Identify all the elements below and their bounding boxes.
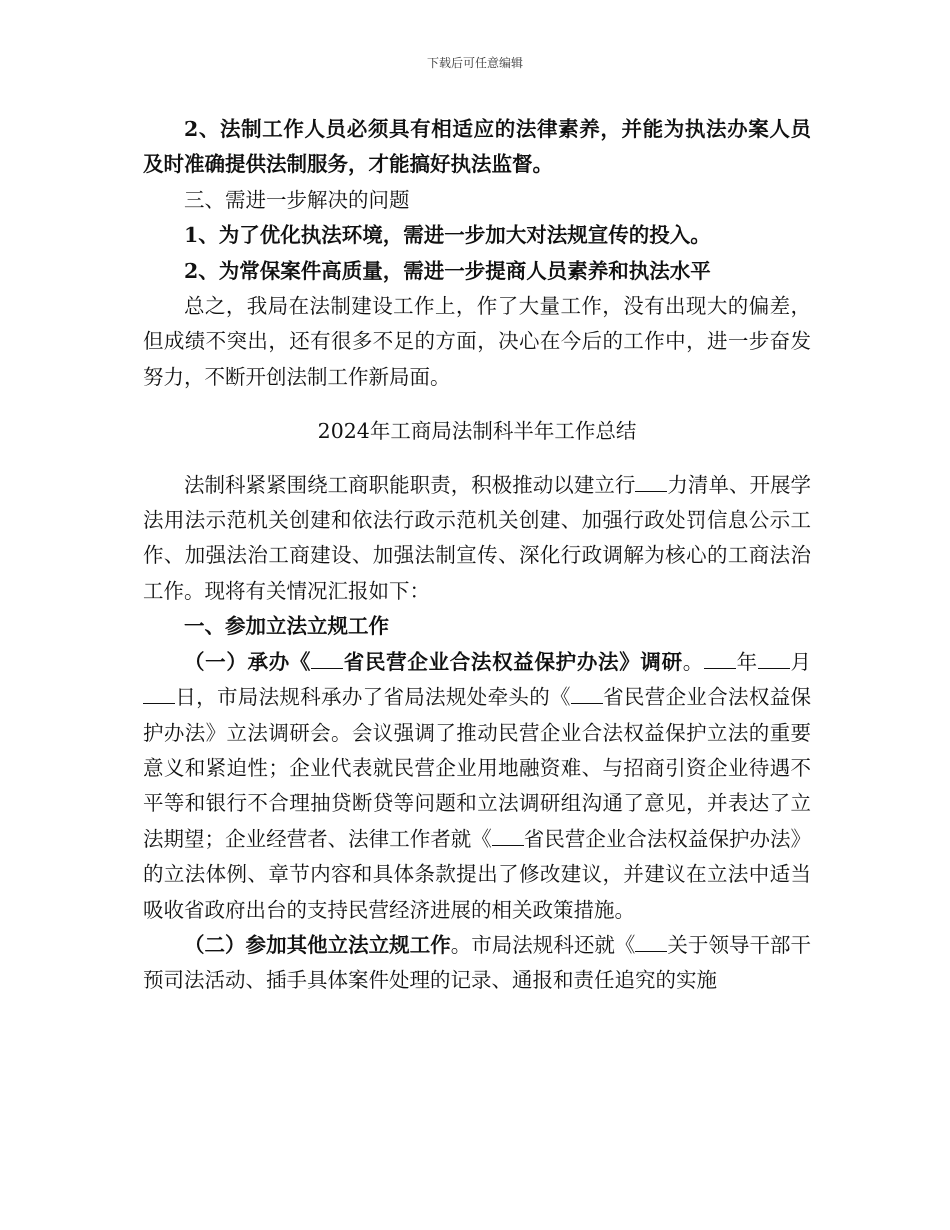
blank-field: [704, 650, 736, 669]
document-body: [143, 112, 811, 999]
blank-field: [492, 827, 524, 846]
section-heading-3: 三、需进一步解决的问题: [184, 187, 410, 212]
month-label: 月: [789, 649, 812, 674]
year-label: 年: [735, 649, 758, 674]
problem-1: 1、为了优化执法环境，需进一步加大对法规宣传的投入。: [184, 223, 711, 248]
intro-text-a: 法制科紧紧围绕工商职能职责，积极推动以建立行: [184, 472, 636, 497]
subsection-2-text-1: 。市局法规科还就《: [450, 932, 636, 957]
subsection-1-heading-b: 省民营企业合法权益保护办法》调研: [343, 649, 683, 674]
subsection-1-heading-a: （一）承办《: [184, 649, 312, 674]
subsection-1-text-3: 省民营企业合法权益保护办法》的立法体例、章节内容和具体条款提出了修改建议，并建议在立法中适当吸收省政府出台的支持民营经济进展的相关政策措施。: [143, 826, 812, 922]
summary-paragraph: 总之，我局在法制建设工作上，作了大量工作，没有出现大的偏差，但成绩不突出，还有很多不足的方面，决心在今后的工作中，进一步奋发努力，不断开创法制工作新局面。: [143, 294, 811, 389]
page-header: 下载后可任意编辑: [426, 56, 523, 70]
subsection-2-paragraph: [143, 928, 811, 999]
subsection-1-paragraph: [143, 645, 811, 928]
subsection-2-heading: （二）参加其他立法立规工作: [184, 932, 451, 957]
subsection-2-text-2: 关于领导干部干预司法活动、插手具体案件处理的记录、通报和责任追究的实施: [143, 932, 812, 993]
blank-field: [635, 933, 667, 952]
blank-field: [571, 685, 603, 704]
blank-field: [635, 473, 667, 492]
blank-field: [311, 650, 343, 669]
problem-2: 2、为常保案件高质量，需进一步提商人员素养和执法水平: [184, 258, 711, 283]
intro-text-b: 力清单、开展学法用法示范机关创建和依法行政示范机关创建、加强行政处罚信息公示工作、加强法治工商建设、加强法制宣传、深化行政调解为核心的工商法治工作。现将有关情况汇报如下：: [143, 472, 812, 603]
document-title: 2024年工商局法制科半年工作总结: [317, 419, 637, 444]
subsection-1-text-2: 省民营企业合法权益保护办法》立法调研会。会议强调了推动民营企业合法权益保护立法的重要意义和紧迫性；企业代表就民营企业用地融资难、与招商引资企业待遇不平等和银行不合理抽贷断贷等问题和立法调研组沟通了意见，并表达了立法期望；企业经营者、法律工作者就《: [143, 685, 812, 851]
blank-field: [758, 650, 790, 669]
intro-paragraph: [143, 468, 811, 610]
subsection-1-period: 。: [682, 649, 704, 674]
subsection-1-text-1: 日，市局法规科承办了省局法规处牵头的《: [175, 685, 571, 710]
section-heading-1: 一、参加立法立规工作: [184, 614, 389, 639]
paragraph-item-2: 2、法制工作人员必须具有相适应的法律素养，并能为执法办案人员及时准确提供法制服务，才能搞好执法监督。: [143, 117, 811, 177]
blank-field: [143, 685, 175, 704]
